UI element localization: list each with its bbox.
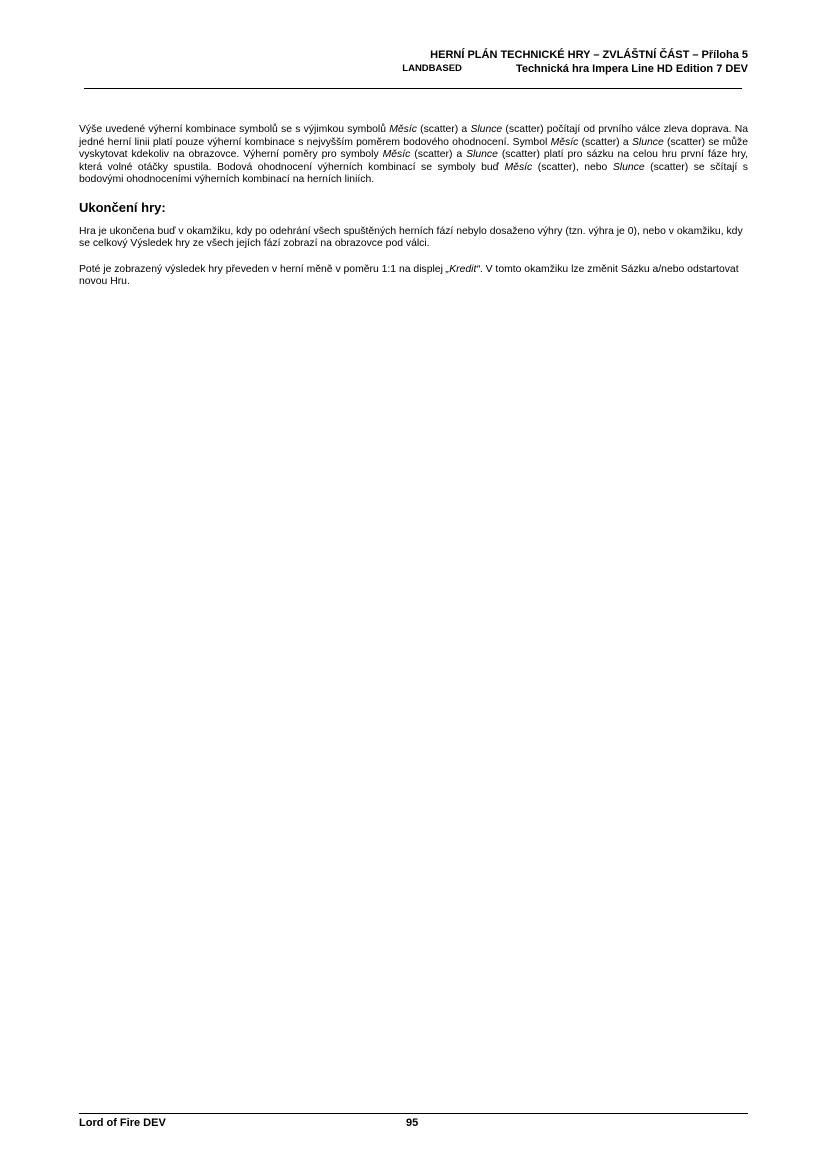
page-content xyxy=(79,124,748,302)
paragraph-scatter-rules xyxy=(79,124,748,187)
text-span: (scatter) a xyxy=(416,124,471,135)
header-title: HERNÍ PLÁN TECHNICKÉ HRY – ZVLÁŠTNÍ ČÁST – Příloha 5 xyxy=(430,49,748,61)
page-header xyxy=(84,48,748,76)
symbol-sun: Slunce xyxy=(612,161,645,173)
header-subline xyxy=(84,62,748,76)
header-divider xyxy=(84,88,742,89)
text-span: (scatter) se může vyskytovat kdekoliv na obrazovce. Výherní poměry pro symboly xyxy=(79,136,749,160)
text-span: (scatter), nebo xyxy=(532,161,613,173)
symbol-sun: Slunce xyxy=(631,136,664,148)
symbol-moon: Měsíc xyxy=(382,149,411,160)
text-span: (scatter) počítají od prvního válce zleva doprava. Na jedné herní linii platí pouze výherní kombinace s nejvyšším poměrem bodového ohodnocení. Symbol xyxy=(79,124,748,148)
header-subtitle: Technická hra Impera Line HD Edition 7 DEV xyxy=(515,63,748,75)
paragraph-game-end: Hra je ukončena buď v okamžiku, kdy po odehrání všech spuštěných herních fází nebylo dosaženo výhry (tzn. výhra je 0), nebo v okamžiku, kdy se celkový Výsledek hry ze všech jejích fází zobrazí na obrazovce pod válci. xyxy=(79,225,743,249)
paragraph-credit-transfer xyxy=(79,264,748,289)
text-span: (scatter) a xyxy=(410,149,467,160)
page-number: 95 xyxy=(406,1117,419,1129)
text-span: (scatter) se sčítají s bodovými ohodnoceními výherních kombinací na herních liniích. xyxy=(79,161,748,185)
footer-game-name: Lord of Fire DEV xyxy=(79,1117,166,1129)
credit-display-name: „Kredit“ xyxy=(445,263,480,275)
text-span: Poté je zobrazený výsledek hry převeden v herní měně v poměru 1:1 na displej xyxy=(79,263,446,275)
text-span: . V tomto okamžiku lze změnit Sázku a/nebo odstartovat novou Hru. xyxy=(79,263,739,287)
text-span: Výše uvedené výherní kombinace symbolů se s výjimkou symbolů xyxy=(79,124,390,135)
symbol-moon: Měsíc xyxy=(550,136,579,148)
symbol-moon: Měsíc xyxy=(504,161,533,173)
section-heading-game-end: Ukončení hry: xyxy=(79,199,166,215)
header-landbased: LANDBASED xyxy=(402,63,462,74)
symbol-sun: Slunce xyxy=(466,149,498,160)
page-footer xyxy=(79,1116,748,1130)
footer-divider xyxy=(79,1113,748,1114)
symbol-sun: Slunce xyxy=(470,124,503,135)
text-span: (scatter) a xyxy=(578,136,632,148)
symbol-moon: Měsíc xyxy=(389,124,417,135)
text-span: (scatter) platí pro sázku na celou hru první fáze hry, která volné otáčky spustila. Bodová ohodnocení výherních kombinací se symboly buď xyxy=(79,149,748,173)
